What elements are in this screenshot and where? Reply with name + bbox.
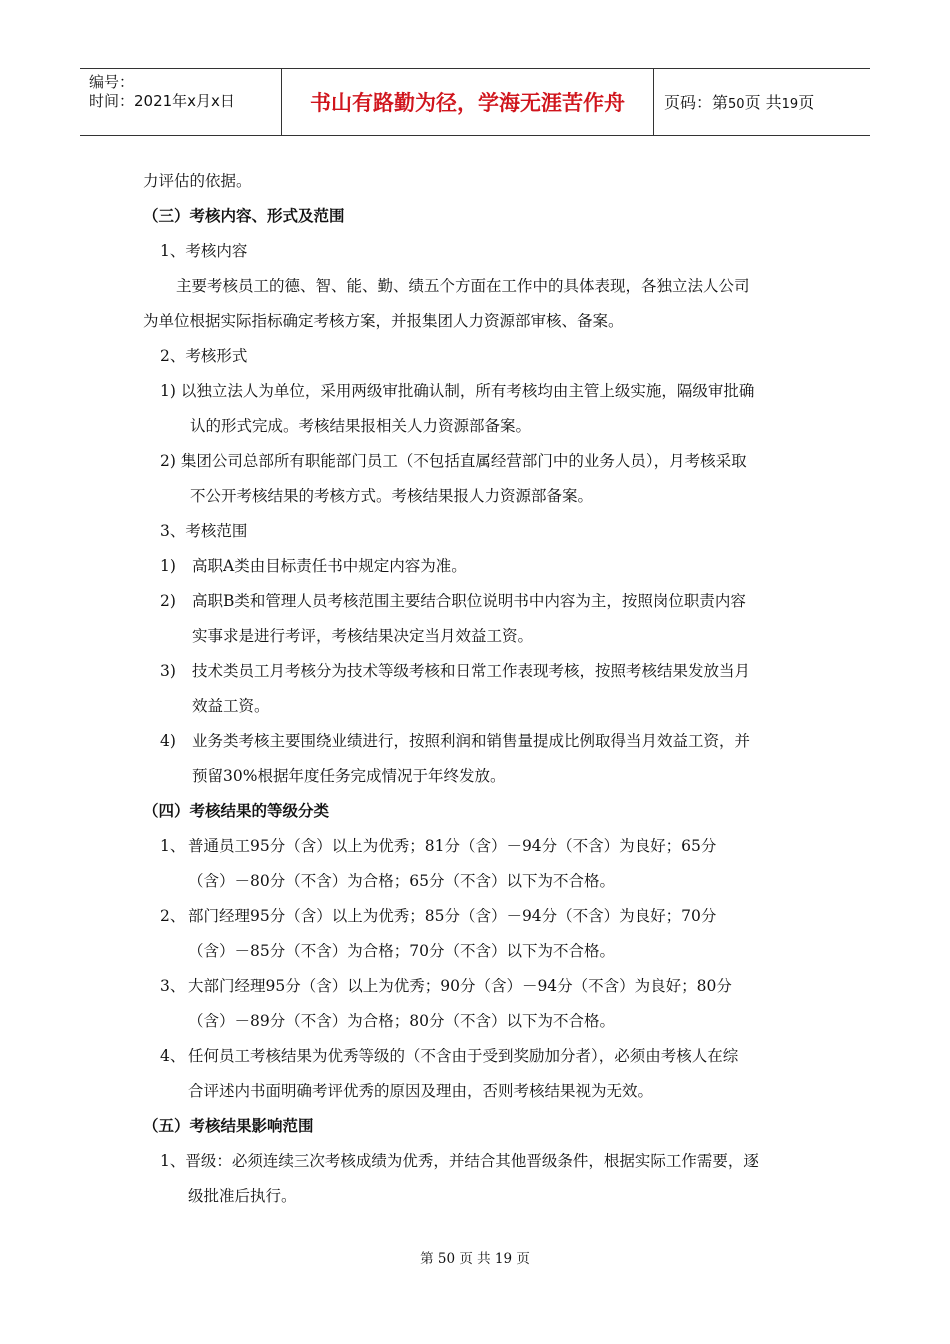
list-number: 1、 [160,837,186,855]
page-header [80,68,870,136]
list-number: 2) [160,592,176,610]
page-total: 19 [781,97,799,112]
list-item-continuation: 效益工资。 [192,697,270,715]
list-item: 部门经理95分（含）以上为优秀；85分（含）－94分（不含）为良好；70分 [188,907,717,925]
header-page-info [654,69,870,136]
paragraph-line: 为单位根据实际指标确定考核方案，并报集团人力资源部审核、备案。 [143,312,624,330]
list-item: 2) 集团公司总部所有职能部门员工（不包括直属经营部门中的业务人员），月考核采取 [160,452,747,470]
page-footer: 第 50 页 共 19 页 [420,1251,530,1267]
list-item-continuation: （含）－80分（不含）为合格；65分（不含）以下为不合格。 [188,872,615,890]
header-motto: 书山有路勤为径，学海无涯苦作舟 [282,69,654,136]
subsection-heading: 1、考核内容 [160,242,248,260]
list-item-continuation: 认的形式完成。考核结果报相关人力资源部备案。 [190,417,532,435]
list-item-continuation: （含）－89分（不含）为合格；80分（不含）以下为不合格。 [188,1012,615,1030]
subsection-heading: 3、考核范围 [160,522,248,540]
section-heading: （四）考核结果的等级分类 [143,802,330,820]
page-prefix: 页码：第 [664,93,729,112]
paragraph-line: 力评估的依据。 [143,172,252,190]
list-item-continuation: （含）－85分（不含）为合格；70分（不含）以下为不合格。 [188,942,615,960]
list-item: 业务类考核主要围绕业绩进行，按照利润和销售量提成比例取得当月效益工资，并 [192,732,751,750]
list-item: 任何员工考核结果为优秀等级的（不含由于受到奖励加分者），必须由考核人在综 [188,1047,739,1065]
list-item: 大部门经理95分（含）以上为优秀；90分（含）－94分（不含）为良好；80分 [188,977,732,995]
paragraph-line: 主要考核员工的德、智、能、勤、绩五个方面在工作中的具体表现，各独立法人公司 [176,277,750,295]
list-item-continuation: 实事求是进行考评，考核结果决定当月效益工资。 [192,627,534,645]
subsection-heading: 2、考核形式 [160,347,248,365]
section-heading: （三）考核内容、形式及范围 [143,207,345,225]
number-label: 编号： [89,73,135,91]
list-item-continuation: 合评述内书面明确考评优秀的原因及理由，否则考核结果视为无效。 [188,1082,654,1100]
header-meta [80,69,282,136]
section-heading: （五）考核结果影响范围 [143,1117,314,1135]
list-item: 普通员工95分（含）以上为优秀；81分（含）－94分（不含）为良好；65分 [188,837,717,855]
list-item: 高职B类和管理人员考核范围主要结合职位说明书中内容为主，按照岗位职责内容 [192,592,746,610]
list-item-continuation: 不公开考核结果的考核方式。考核结果报人力资源部备案。 [190,487,594,505]
list-number: 3、 [160,977,186,995]
list-number: 1) [160,557,176,575]
page-mid: 页 共 [744,93,782,112]
list-number: 4) [160,732,176,750]
page-suffix: 页 [798,93,815,112]
time-label: 时间：2021年x月x日 [89,92,235,110]
page-current: 50 [728,97,745,112]
list-number: 3) [160,662,176,680]
list-item: 1、晋级：必须连续三次考核成绩为优秀，并结合其他晋级条件，根据实际工作需要，逐 [160,1152,759,1170]
list-number: 4、 [160,1047,186,1065]
list-item: 技术类员工月考核分为技术等级考核和日常工作表现考核，按照考核结果发放当月 [192,662,751,680]
list-number: 2、 [160,907,186,925]
list-item: 高职A类由目标责任书中规定内容为准。 [192,557,467,575]
list-item: 1) 以独立法人为单位，采用两级审批确认制，所有考核均由主管上级实施，隔级审批确 [160,382,755,400]
list-item-continuation: 级批准后执行。 [188,1187,297,1205]
list-item-continuation: 预留30%根据年度任务完成情况于年终发放。 [192,767,506,785]
